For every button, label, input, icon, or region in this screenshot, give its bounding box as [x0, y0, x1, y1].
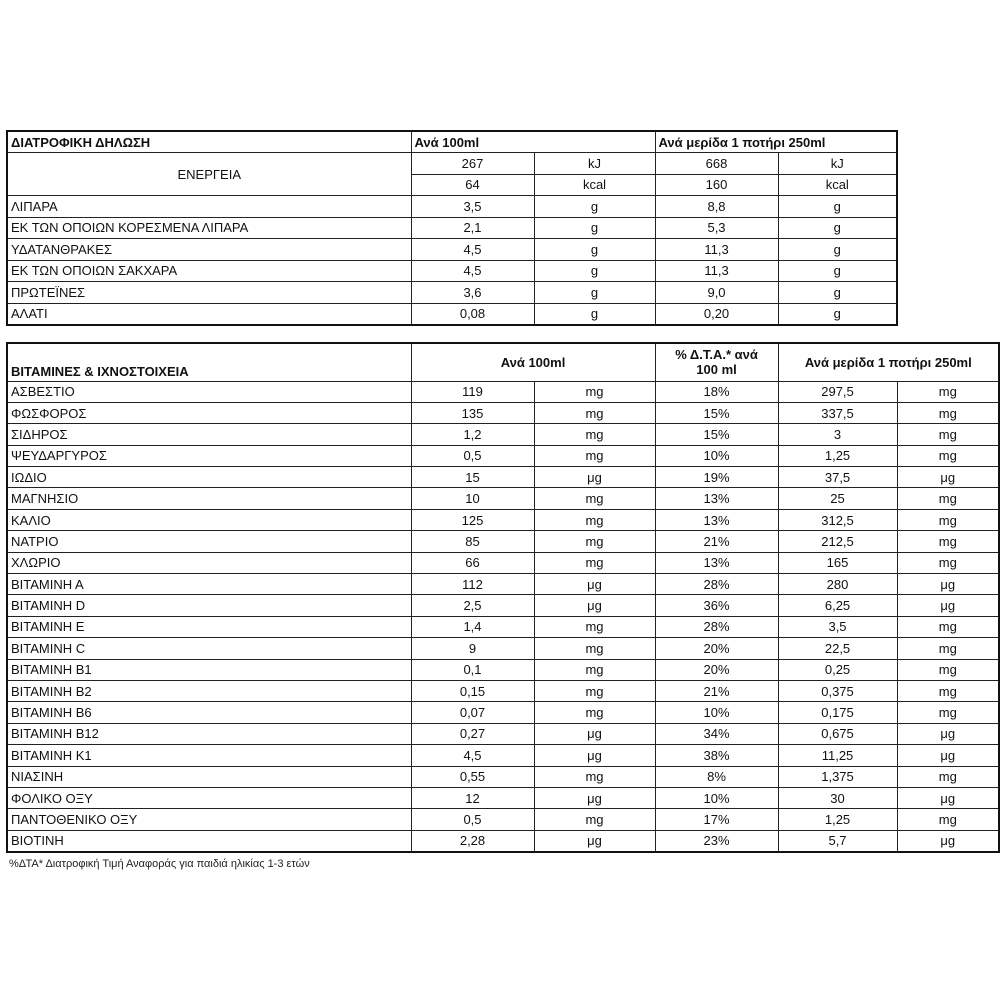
rda-percent: 28% — [655, 616, 778, 637]
vitamins-rda-header — [655, 343, 778, 381]
rda-percent: 34% — [655, 723, 778, 744]
unit-per-serving: μg — [897, 830, 999, 851]
vitamins-table — [6, 342, 1000, 853]
nutrition-table-body — [7, 131, 897, 325]
value-per-100ml: 9 — [411, 638, 534, 659]
nutrient-label: ΕΚ ΤΩΝ ΟΠΟΙΩΝ ΣΑΚΧΑΡΑ — [7, 260, 411, 282]
value-per-100ml: 4,5 — [411, 260, 534, 282]
value-per-100ml: 1,2 — [411, 424, 534, 445]
rda-percent: 20% — [655, 638, 778, 659]
nutrient-label: ΒΙΤΑΜΙΝΗ C — [7, 638, 411, 659]
nutrient-label: ΥΔΑΤΑΝΘΡΑΚΕΣ — [7, 239, 411, 261]
nutrient-label: ΧΛΩΡΙΟ — [7, 552, 411, 573]
unit-per-100ml: μg — [534, 745, 655, 766]
nutrient-label: ΕΚ ΤΩΝ ΟΠΟΙΩΝ ΚΟΡΕΣΜΕΝΑ ΛΙΠΑΡΑ — [7, 217, 411, 239]
energy-label: ΕΝΕΡΓΕΙΑ — [7, 153, 411, 196]
nutrient-label: ΙΩΔΙΟ — [7, 467, 411, 488]
nutrient-label: ΒΙΤΑΜΙΝΗ Κ1 — [7, 745, 411, 766]
value-per-serving: 11,25 — [778, 745, 897, 766]
rda-percent: 13% — [655, 509, 778, 530]
table-row — [7, 787, 999, 808]
table-row — [7, 488, 999, 509]
nutrient-label: ΠΡΩΤΕΪΝΕΣ — [7, 282, 411, 304]
unit-per-serving: μg — [897, 723, 999, 744]
value-per-serving: 280 — [778, 574, 897, 595]
nutrient-label: ΚΑΛΙΟ — [7, 509, 411, 530]
value-per-100ml: 3,6 — [411, 282, 534, 304]
rda-percent: 13% — [655, 552, 778, 573]
table-row — [7, 766, 999, 787]
nutrient-label: ΦΩΣΦΟΡΟΣ — [7, 402, 411, 423]
table-row — [7, 260, 897, 282]
value-per-100ml: 119 — [411, 381, 534, 402]
value-per-100ml: 12 — [411, 787, 534, 808]
rda-percent: 19% — [655, 467, 778, 488]
unit-per-serving: g — [778, 303, 897, 325]
unit-per-serving: mg — [897, 488, 999, 509]
value-per-serving: 1,25 — [778, 445, 897, 466]
nutrient-label: ΝΑΤΡΙΟ — [7, 531, 411, 552]
table-row — [7, 381, 999, 402]
nutrient-label: ΠΑΝΤΟΘΕΝΙΚΟ ΟΞΥ — [7, 809, 411, 830]
table-row — [7, 574, 999, 595]
value-per-serving: 11,3 — [655, 239, 778, 261]
nutrient-label: ΒΙΤΑΜΙΝΗ Β2 — [7, 680, 411, 701]
value-per-serving: 312,5 — [778, 509, 897, 530]
unit-per-100ml: g — [534, 217, 655, 239]
value-per-serving: 8,8 — [655, 196, 778, 218]
value-per-serving: 337,5 — [778, 402, 897, 423]
unit-per-100ml: mg — [534, 381, 655, 402]
table-row — [7, 531, 999, 552]
value-per-100ml: 125 — [411, 509, 534, 530]
nutrition-header-row — [7, 131, 897, 153]
vitamins-title: ΒΙΤΑΜΙΝΕΣ & ΙΧΝΟΣΤΟΙΧΕΙΑ — [7, 343, 411, 381]
rda-percent: 10% — [655, 787, 778, 808]
value-per-100ml: 4,5 — [411, 745, 534, 766]
value-per-serving: 3 — [778, 424, 897, 445]
energy-kcal-serving: 160 — [655, 174, 778, 196]
unit-per-100ml: μg — [534, 574, 655, 595]
unit-per-serving: mg — [897, 445, 999, 466]
unit-per-100ml: mg — [534, 766, 655, 787]
unit-per-serving: μg — [897, 595, 999, 616]
energy-kj-100-unit: kJ — [534, 153, 655, 175]
value-per-100ml: 0,15 — [411, 680, 534, 701]
unit-per-serving: μg — [897, 467, 999, 488]
unit-per-serving: mg — [897, 809, 999, 830]
table-row — [7, 282, 897, 304]
value-per-100ml: 0,55 — [411, 766, 534, 787]
nutrition-table — [6, 130, 898, 326]
rda-percent: 17% — [655, 809, 778, 830]
value-per-serving: 0,175 — [778, 702, 897, 723]
value-per-100ml: 0,27 — [411, 723, 534, 744]
vitamins-per-serving-header: Ανά μερίδα 1 ποτήρι 250ml — [778, 343, 999, 381]
rda-percent: 28% — [655, 574, 778, 595]
value-per-serving: 0,25 — [778, 659, 897, 680]
unit-per-serving: mg — [897, 680, 999, 701]
value-per-serving: 1,25 — [778, 809, 897, 830]
table-row — [7, 595, 999, 616]
value-per-serving: 212,5 — [778, 531, 897, 552]
unit-per-100ml: mg — [534, 638, 655, 659]
value-per-serving: 37,5 — [778, 467, 897, 488]
unit-per-100ml: μg — [534, 723, 655, 744]
unit-per-serving: g — [778, 196, 897, 218]
rda-percent: 15% — [655, 402, 778, 423]
table-row — [7, 445, 999, 466]
unit-per-serving: μg — [897, 574, 999, 595]
table-row — [7, 552, 999, 573]
unit-per-serving: mg — [897, 659, 999, 680]
unit-per-100ml: mg — [534, 659, 655, 680]
nutrient-label: ΨΕΥΔΑΡΓΥΡΟΣ — [7, 445, 411, 466]
value-per-serving: 30 — [778, 787, 897, 808]
table-row — [7, 217, 897, 239]
rda-percent: 23% — [655, 830, 778, 851]
nutrition-per100-header: Ανά 100ml — [411, 131, 655, 153]
nutrition-title: ΔΙΑΤΡΟΦΙΚΗ ΔΗΛΩΣΗ — [7, 131, 411, 153]
table-row — [7, 702, 999, 723]
value-per-100ml: 112 — [411, 574, 534, 595]
unit-per-100ml: mg — [534, 552, 655, 573]
vitamins-per100-header: Ανά 100ml — [411, 343, 655, 381]
nutrient-label: ΒΙΤΑΜΙΝΗ Ε — [7, 616, 411, 637]
table-row — [7, 680, 999, 701]
value-per-serving: 9,0 — [655, 282, 778, 304]
value-per-100ml: 2,5 — [411, 595, 534, 616]
energy-kcal-100: 64 — [411, 174, 534, 196]
value-per-serving: 0,375 — [778, 680, 897, 701]
unit-per-100ml: g — [534, 260, 655, 282]
rda-percent: 8% — [655, 766, 778, 787]
nutrient-label: ΒΙΤΑΜΙΝΗ Β1 — [7, 659, 411, 680]
table-row — [7, 196, 897, 218]
nutrient-label: ΒΙΤΑΜΙΝΗ Β12 — [7, 723, 411, 744]
unit-per-100ml: μg — [534, 595, 655, 616]
value-per-serving: 0,20 — [655, 303, 778, 325]
value-per-serving: 11,3 — [655, 260, 778, 282]
value-per-serving: 0,675 — [778, 723, 897, 744]
rda-percent: 36% — [655, 595, 778, 616]
value-per-serving: 5,7 — [778, 830, 897, 851]
nutrient-label: ΜΑΓΝΗΣΙΟ — [7, 488, 411, 509]
rda-header-line1: % Δ.Τ.Α.* ανά — [675, 347, 758, 363]
nutrient-label: ΣΙΔΗΡΟΣ — [7, 424, 411, 445]
unit-per-serving: mg — [897, 638, 999, 659]
value-per-serving: 1,375 — [778, 766, 897, 787]
rda-percent: 21% — [655, 680, 778, 701]
value-per-100ml: 3,5 — [411, 196, 534, 218]
unit-per-100ml: g — [534, 303, 655, 325]
table-row — [7, 402, 999, 423]
unit-per-serving: g — [778, 282, 897, 304]
unit-per-serving: g — [778, 239, 897, 261]
table-row — [7, 239, 897, 261]
value-per-serving: 3,5 — [778, 616, 897, 637]
unit-per-100ml: mg — [534, 402, 655, 423]
table-row — [7, 616, 999, 637]
nutrition-per-serving-header: Ανά μερίδα 1 ποτήρι 250ml — [655, 131, 897, 153]
value-per-serving: 22,5 — [778, 638, 897, 659]
nutrient-label: ΛΙΠΑΡΑ — [7, 196, 411, 218]
value-per-100ml: 2,1 — [411, 217, 534, 239]
table-row — [7, 830, 999, 851]
unit-per-100ml: g — [534, 196, 655, 218]
unit-per-serving: mg — [897, 616, 999, 637]
energy-row-kj — [7, 153, 897, 175]
unit-per-serving: mg — [897, 702, 999, 723]
footnote: %ΔΤΑ* Διατροφική Τιμή Αναφοράς για παιδιά ηλικίας 1-3 ετών — [9, 858, 310, 870]
table-row — [7, 638, 999, 659]
value-per-100ml: 4,5 — [411, 239, 534, 261]
unit-per-serving: g — [778, 260, 897, 282]
nutrient-label: ΝΙΑΣΙΝΗ — [7, 766, 411, 787]
unit-per-100ml: μg — [534, 467, 655, 488]
table-row — [7, 303, 897, 325]
nutrient-label: ΒΙΤΑΜΙΝΗ Α — [7, 574, 411, 595]
unit-per-100ml: g — [534, 239, 655, 261]
value-per-100ml: 0,07 — [411, 702, 534, 723]
rda-percent: 21% — [655, 531, 778, 552]
table-row — [7, 467, 999, 488]
unit-per-100ml: mg — [534, 509, 655, 530]
unit-per-serving: μg — [897, 745, 999, 766]
nutrient-label: ΒΙΤΑΜΙΝΗ Β6 — [7, 702, 411, 723]
unit-per-serving: mg — [897, 424, 999, 445]
unit-per-serving: mg — [897, 509, 999, 530]
unit-per-100ml: mg — [534, 616, 655, 637]
nutrient-label: ΑΣΒΕΣΤΙΟ — [7, 381, 411, 402]
value-per-serving: 25 — [778, 488, 897, 509]
vitamins-table-body — [7, 343, 999, 852]
rda-percent: 38% — [655, 745, 778, 766]
nutrient-label: ΒΙΤΑΜΙΝΗ D — [7, 595, 411, 616]
rda-percent: 15% — [655, 424, 778, 445]
energy-kj-serving: 668 — [655, 153, 778, 175]
energy-kcal-serving-unit: kcal — [778, 174, 897, 196]
rda-percent: 20% — [655, 659, 778, 680]
nutrient-label: ΦΟΛΙΚΟ ΟΞΥ — [7, 787, 411, 808]
energy-kj-serving-unit: kJ — [778, 153, 897, 175]
unit-per-serving: mg — [897, 531, 999, 552]
unit-per-serving: mg — [897, 402, 999, 423]
energy-kj-100: 267 — [411, 153, 534, 175]
value-per-100ml: 2,28 — [411, 830, 534, 851]
table-row — [7, 424, 999, 445]
table-row — [7, 723, 999, 744]
value-per-serving: 165 — [778, 552, 897, 573]
unit-per-serving: mg — [897, 552, 999, 573]
value-per-serving: 6,25 — [778, 595, 897, 616]
unit-per-100ml: mg — [534, 424, 655, 445]
value-per-100ml: 0,08 — [411, 303, 534, 325]
vitamins-header-row — [7, 343, 999, 381]
unit-per-serving: mg — [897, 381, 999, 402]
value-per-100ml: 10 — [411, 488, 534, 509]
unit-per-100ml: mg — [534, 809, 655, 830]
rda-percent: 10% — [655, 445, 778, 466]
energy-kcal-100-unit: kcal — [534, 174, 655, 196]
nutrient-label: ΒΙΟΤΙΝΗ — [7, 830, 411, 851]
rda-percent: 13% — [655, 488, 778, 509]
value-per-100ml: 0,1 — [411, 659, 534, 680]
table-row — [7, 809, 999, 830]
nutrient-label: ΑΛΑΤΙ — [7, 303, 411, 325]
unit-per-100ml: mg — [534, 445, 655, 466]
unit-per-serving: μg — [897, 787, 999, 808]
value-per-100ml: 0,5 — [411, 445, 534, 466]
unit-per-100ml: mg — [534, 488, 655, 509]
unit-per-serving: mg — [897, 766, 999, 787]
value-per-100ml: 15 — [411, 467, 534, 488]
table-row — [7, 659, 999, 680]
value-per-serving: 297,5 — [778, 381, 897, 402]
unit-per-100ml: mg — [534, 680, 655, 701]
unit-per-100ml: mg — [534, 702, 655, 723]
rda-percent: 18% — [655, 381, 778, 402]
value-per-100ml: 135 — [411, 402, 534, 423]
table-row — [7, 745, 999, 766]
unit-per-serving: g — [778, 217, 897, 239]
value-per-100ml: 85 — [411, 531, 534, 552]
value-per-100ml: 0,5 — [411, 809, 534, 830]
value-per-serving: 5,3 — [655, 217, 778, 239]
value-per-100ml: 1,4 — [411, 616, 534, 637]
rda-header-line2: 100 ml — [696, 362, 737, 378]
value-per-100ml: 66 — [411, 552, 534, 573]
table-row — [7, 509, 999, 530]
unit-per-100ml: μg — [534, 787, 655, 808]
unit-per-100ml: g — [534, 282, 655, 304]
unit-per-100ml: mg — [534, 531, 655, 552]
rda-percent: 10% — [655, 702, 778, 723]
unit-per-100ml: μg — [534, 830, 655, 851]
